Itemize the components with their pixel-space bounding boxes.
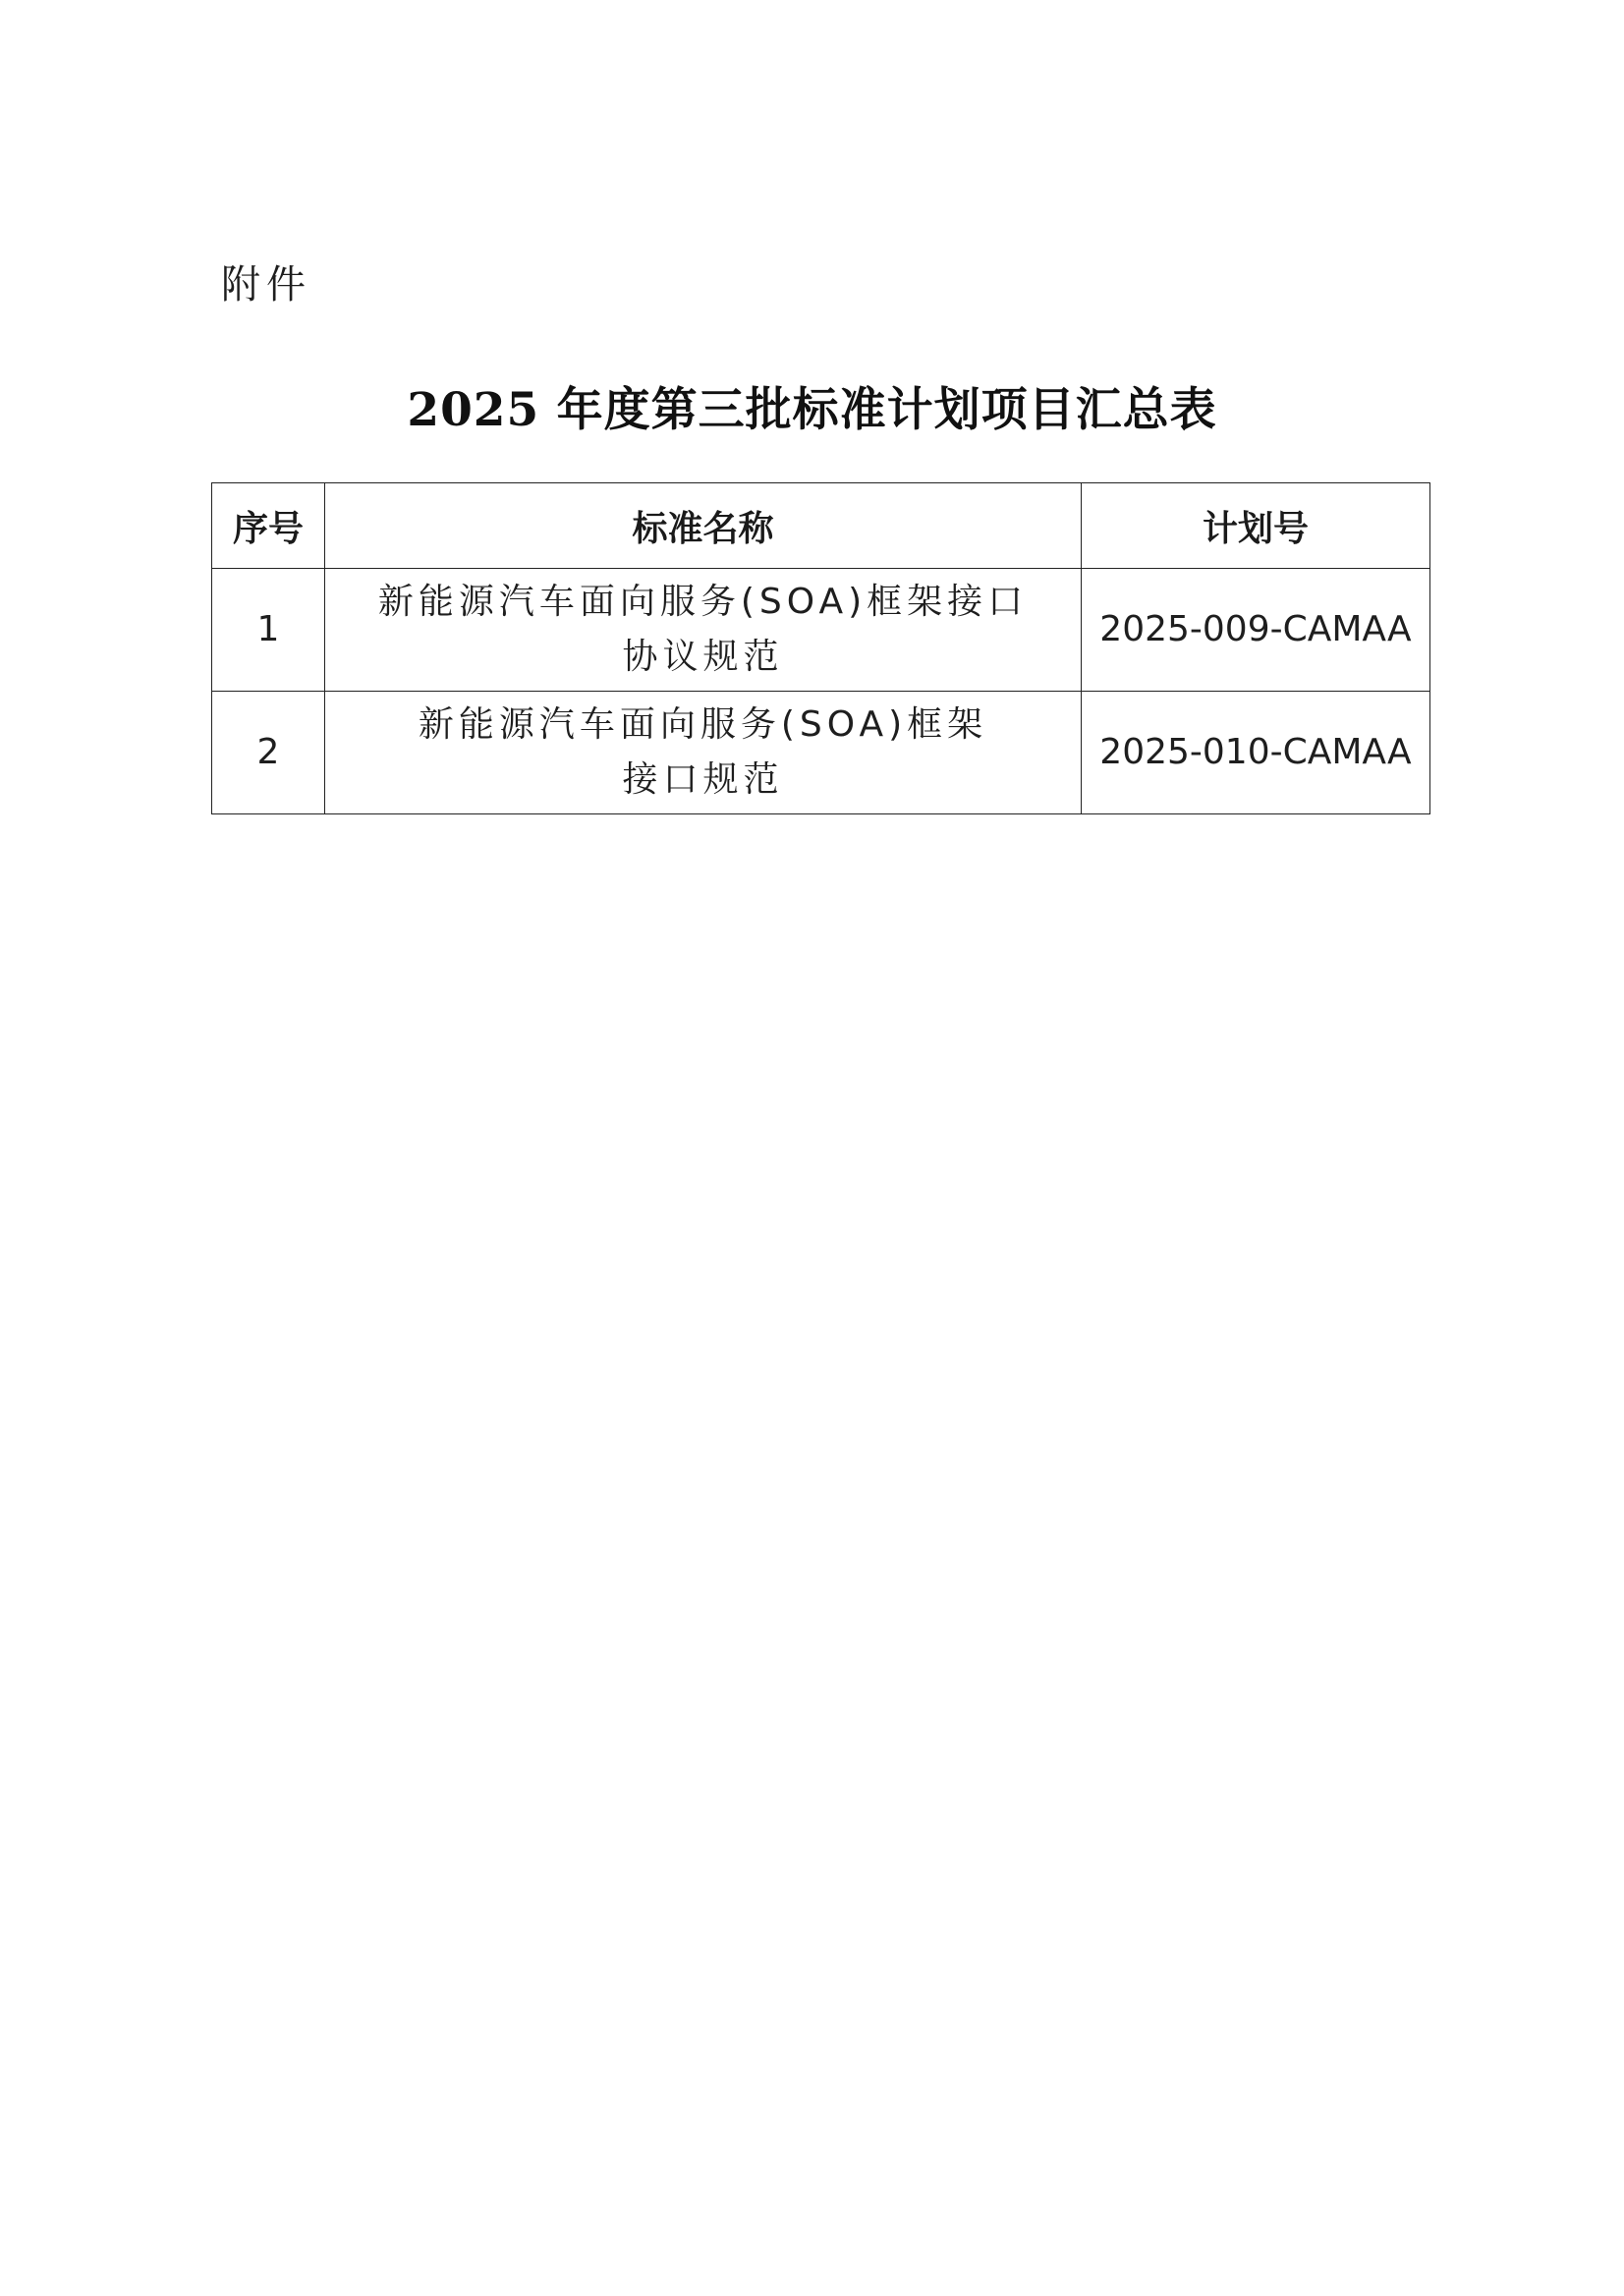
row-plan-number: 2025-009-CAMAA xyxy=(1082,569,1430,692)
table-header-row xyxy=(212,483,1430,569)
table-row xyxy=(212,569,1430,692)
header-standard-name: 标准名称 xyxy=(325,483,1082,569)
header-plan-number: 计划号 xyxy=(1082,483,1430,569)
header-index: 序号 xyxy=(212,483,325,569)
standard-name-line: 新能源汽车面向服务(SOA)框架 xyxy=(418,704,988,745)
standard-name-line: 新能源汽车面向服务(SOA)框架接口 xyxy=(377,582,1029,622)
table-row xyxy=(212,692,1430,814)
standard-name-line: 接口规范 xyxy=(622,759,784,800)
standard-name-line: 协议规范 xyxy=(622,637,784,677)
row-plan-number: 2025-010-CAMAA xyxy=(1082,692,1430,814)
row-index: 2 xyxy=(212,692,325,814)
attachment-label: 附件 xyxy=(221,262,311,308)
standards-plan-table xyxy=(211,482,1430,814)
page-title: 2025 年度第三批标准计划项目汇总表 xyxy=(407,383,1217,437)
row-standard-name xyxy=(325,692,1082,814)
row-standard-name xyxy=(325,569,1082,692)
row-index: 1 xyxy=(212,569,325,692)
